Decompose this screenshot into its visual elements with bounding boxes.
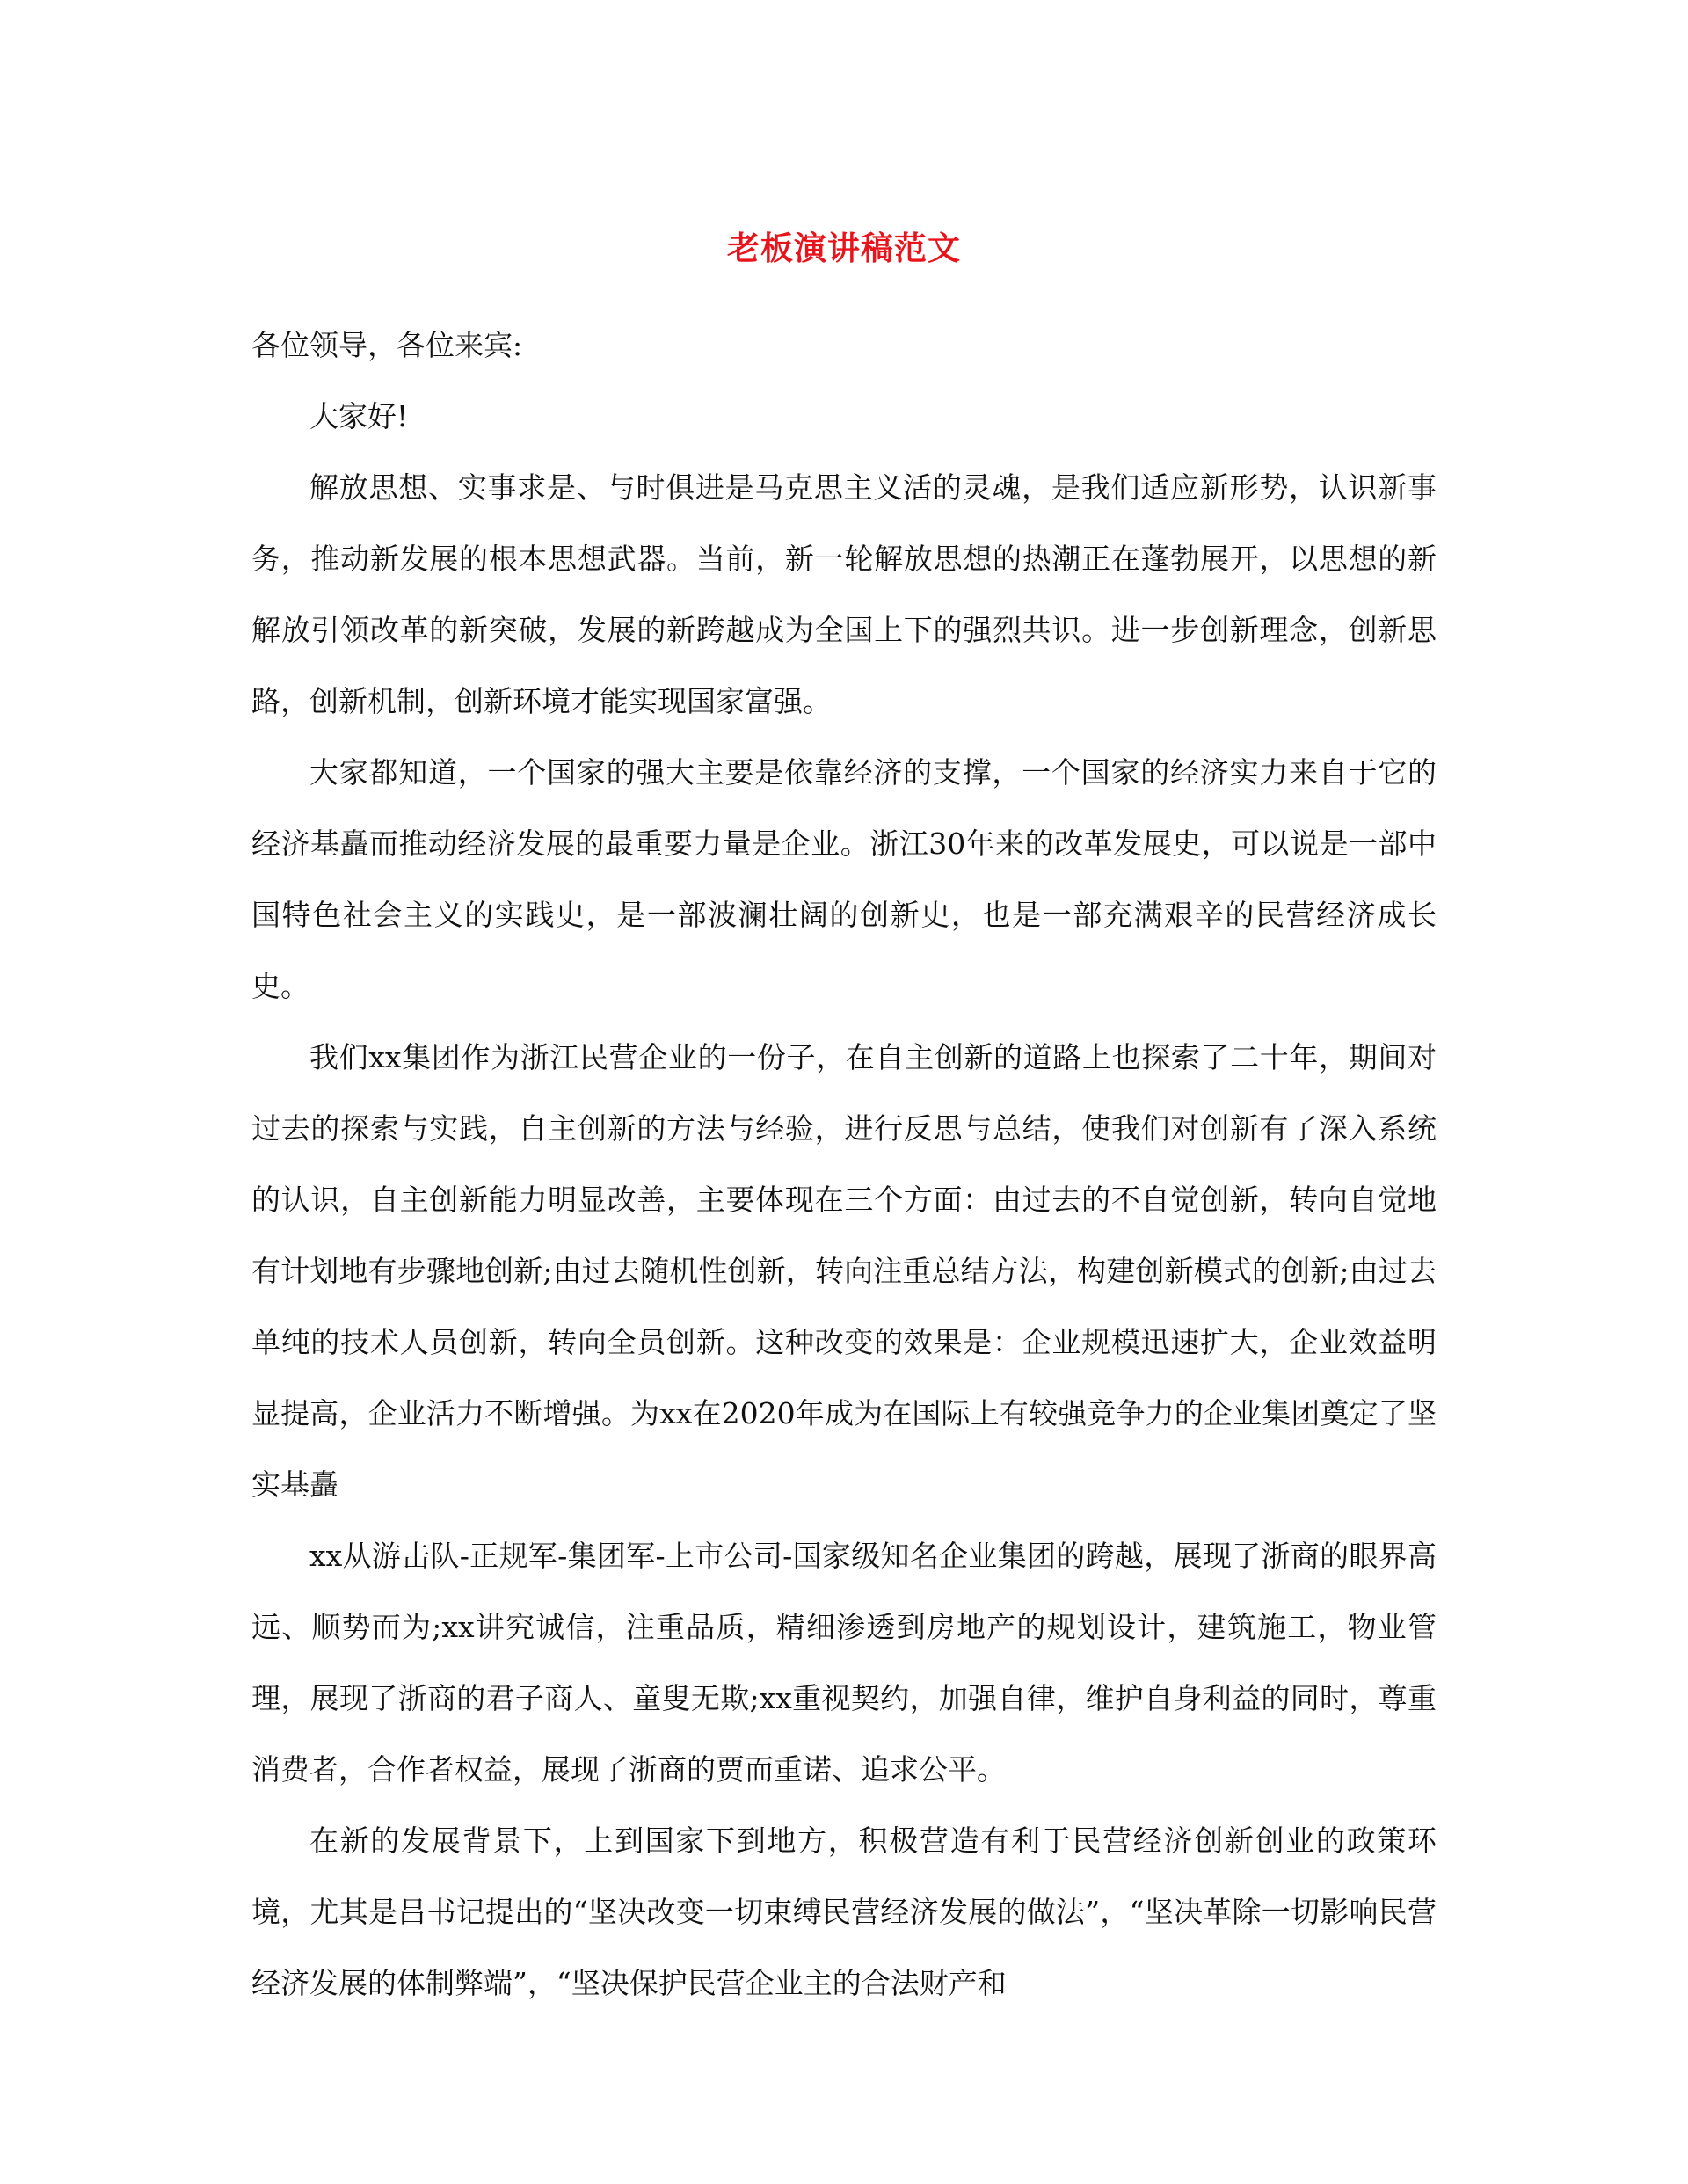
paragraph: 解放思想、实事求是、与时俱进是马克思主义活的灵魂，是我们适应新形势，认识新事务，推动新发展的根本思想武器。当前，新一轮解放思想的热潮正在蓬勃展开，以思想的新解放引领改革的新突破，发展的新跨越成为全国上下的强烈共识。进一步创新理念，创新思路，创新机制，创新环境才能实现国家富强。: [251, 470, 1437, 718]
paragraph: xx从游击队-正规军-集团军-上市公司-国家级知名企业集团的跨越，展现了浙商的眼界高远、顺势而为;xx讲究诚信，注重品质，精细渗透到房地产的规划设计，建筑施工，物业管理，展现了浙商的君子商人、童叟无欺;xx重视契约，加强自律，维护自身利益的同时，尊重消费者，合作者权益，展现了浙商的贾而重诺、追求公平。: [251, 1539, 1437, 1787]
paragraph-greeting: 大家好!: [309, 399, 409, 433]
document-title: 老板演讲稿范文: [727, 229, 961, 267]
paragraph: 在新的发展背景下，上到国家下到地方，积极营造有利于民营经济创新创业的政策环境，尤其是吕书记提出的“坚决改变一切束缚民营经济发展的做法”，“坚决革除一切影响民营经济发展的体制弊端”，“坚决保护民营企业主的合法财产和: [251, 1824, 1437, 2000]
paragraph: 我们xx集团作为浙江民营企业的一份子，在自主创新的道路上也探索了二十年，期间对过去的探索与实践，自主创新的方法与经验，进行反思与总结，使我们对创新有了深入系统的认识，自主创新能力明显改善，主要体现在三个方面：由过去的不自觉创新，转向自觉地有计划地有步骤地创新;由过去随机性创新，转向注重总结方法，构建创新模式的创新;由过去单纯的技术人员创新，转向全员创新。这种改变的效果是：企业规模迅速扩大，企业效益明显提高，企业活力不断增强。为xx在2020年成为在国际上有较强竞争力的企业集团奠定了坚实基矗: [251, 1040, 1437, 1502]
salutation: 各位领导，各位来宾:: [251, 328, 523, 362]
paragraph: 大家都知道，一个国家的强大主要是依靠经济的支撑，一个国家的经济实力来自于它的经济基矗而推动经济发展的最重要力量是企业。浙江30年来的改革发展史，可以说是一部中国特色社会主义的实践史，是一部波澜壮阔的创新史，也是一部充满艰辛的民营经济成长史。: [251, 755, 1437, 1003]
document-body: [251, 309, 1437, 2019]
